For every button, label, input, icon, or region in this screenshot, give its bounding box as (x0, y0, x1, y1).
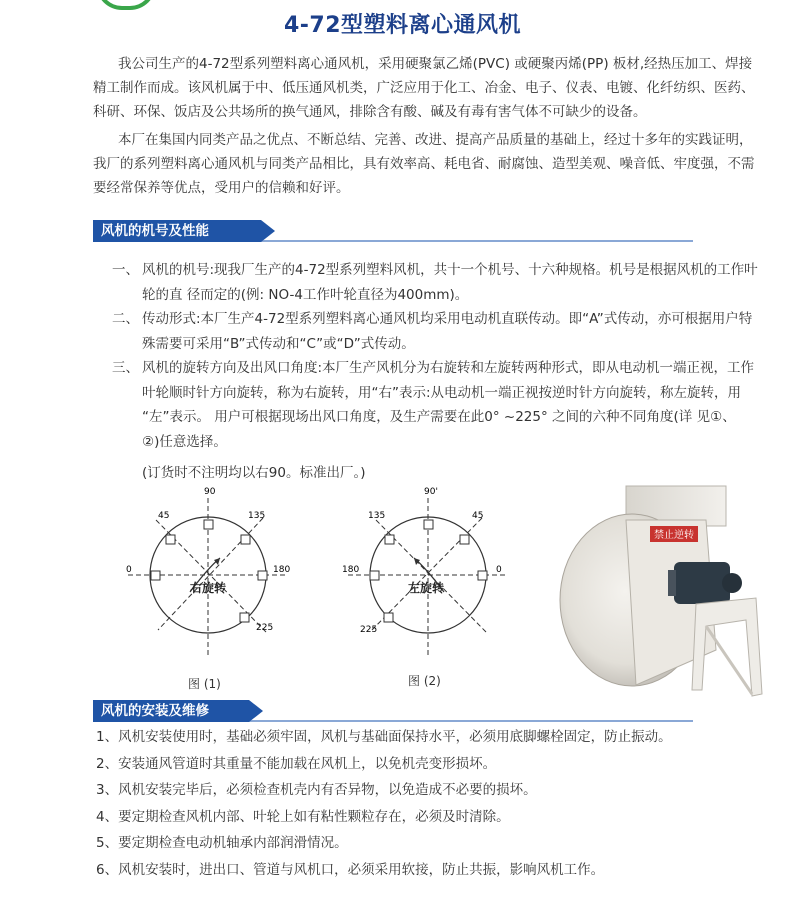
intro-line: 我公司生产的4-72型系列塑料离心通风机，采用硬聚氯乙烯(PVC) 或硬聚丙烯(PP) 板材,经热压加工、焊接 (118, 56, 753, 72)
list-item (112, 258, 792, 307)
figure-caption: 图 (2) (408, 674, 441, 688)
angle-label: 90 (204, 487, 216, 497)
angle-label: 90' (424, 487, 438, 497)
angle-label: 45 (158, 511, 170, 521)
item-line: ②)任意选择。 (142, 433, 227, 450)
angle-label: 225 (256, 623, 274, 633)
list-item (112, 356, 792, 454)
intro-line: 要经常保养等优点，受用户的信赖和好评。 (93, 180, 350, 196)
outlet-marker (258, 571, 267, 580)
intro-line: 科研、环保、饭店及公共场所的换气通风，排除含有酸、碱及有毒有害气体不可缺少的设备。 (93, 104, 647, 120)
list-item: 3、风机安装完毕后，必须检查机壳内有否异物，以免造成不必要的损坏。 (96, 782, 537, 798)
outlet-marker (151, 571, 160, 580)
support-frame (692, 598, 762, 696)
outlet-marker (385, 535, 394, 544)
angle-label: 135 (248, 511, 266, 521)
arrow-head (414, 558, 420, 565)
outlet-marker (240, 613, 249, 622)
item-line: 轮的直 径而定的(例: NO-4工作叶轮直径为400mm)。 (142, 286, 469, 303)
page-title: 4-72型塑料离心通风机 (283, 13, 522, 38)
item-line: 风机的旋转方向及出风口角度:本厂生产风机分为右旋转和左旋转两种形式，即从电动机一端正视，工作 (142, 360, 755, 376)
outlet-marker (241, 535, 250, 544)
item-number: 一、 (112, 262, 139, 278)
list-item: 2、安装通风管道时其重量不能加载在风机上，以免机壳变形损坏。 (96, 755, 497, 772)
item-line: 叶轮顺时针方向旋转，称为右旋转，用“右”表示:从电动机一端正视按逆时针方向旋转，称左旋转，用 (142, 384, 742, 401)
outlet-marker (478, 571, 487, 580)
rotation-label: 左旋转 (408, 581, 445, 595)
item-line: 殊需要可采用“B”式传动和“C”或“D”式传动。 (142, 335, 415, 352)
plate-text: 禁止逆转 (654, 530, 694, 541)
angle-label: 45 (472, 511, 484, 521)
item-line: 风机的机号:现我厂生产的4-72型系列塑料风机，共十一个机号、十六种规格。机号是根据风机的工作叶 (142, 262, 758, 278)
outlet-marker (370, 571, 379, 580)
fan-product-photo (556, 480, 770, 706)
order-note: (订货时不注明均以右90。标准出厂。) (142, 465, 366, 481)
section-title: 风机的机号及性能 (93, 220, 261, 242)
section-header-install (93, 700, 693, 722)
angle-label: 0 (496, 565, 502, 575)
outlet-marker (384, 613, 393, 622)
angle-label: 0 (126, 565, 132, 575)
intro-line: 我厂的系列塑料离心通风机与同类产品相比，具有效率高、耗电省、耐腐蚀、造型美观、噪音低、牢度强，不需 (93, 156, 755, 172)
motor-cap (722, 573, 742, 593)
arrow-head (214, 558, 220, 565)
list-item: 5、要定期检查电动机轴承内部润滑情况。 (96, 835, 348, 851)
angle-label: 180 (342, 565, 360, 575)
angle-label: 135 (368, 511, 386, 521)
rotation-diagram-right (118, 480, 294, 670)
section-header-performance (93, 220, 693, 242)
item-line: “左”表示。 用户可根据现场出风口角度，及生产需要在此0° ~225° 之间的六种不同角度(详 见①、 (142, 409, 736, 425)
figure-caption: 图 (1) (188, 677, 221, 691)
item-line: 传动形式:本厂生产4-72型系列塑料离心通风机均采用电动机直联传动。即“A”式传动，亦可根据用户特 (142, 311, 753, 327)
outlet-marker (204, 520, 213, 529)
performance-list (112, 258, 792, 454)
list-item: 1、风机安装使用时，基础必须牢固，风机与基础面保持水平，必须用底脚螺栓固定，防止振动。 (96, 729, 672, 745)
list-item (112, 307, 792, 356)
rotation-label: 右旋转 (190, 581, 227, 595)
outlet-marker (460, 535, 469, 544)
motor-flange (668, 570, 676, 596)
install-list (96, 724, 796, 883)
outlet-marker (166, 535, 175, 544)
intro-line: 本厂在集国内同类产品之优点、不断总结、完善、改进、提高产品质量的基础上，经过十多年的实践证明， (118, 132, 753, 148)
item-number: 二、 (112, 311, 139, 327)
list-item: 4、要定期检查风机内部、叶轮上如有粘性颗粒存在，必须及时清除。 (96, 808, 510, 825)
angle-label: 180 (273, 565, 291, 575)
list-item: 6、风机安装时，进出口、管道与风机口，必须采用软接，防止共振，影响风机工作。 (96, 861, 605, 878)
intro-line: 精工制作而成。该风机属于中、低压通风机类，广泛应用于化工、冶金、电子、仪表、电镀、化纤纺织、医药、 (93, 80, 755, 96)
angle-label: 225 (360, 625, 378, 635)
item-number: 三、 (112, 360, 139, 376)
motor-body (674, 562, 730, 604)
outlet-marker (424, 520, 433, 529)
rotation-diagram-left (340, 480, 516, 670)
frame-brace (706, 626, 752, 694)
section-title: 风机的安装及维修 (93, 700, 249, 722)
